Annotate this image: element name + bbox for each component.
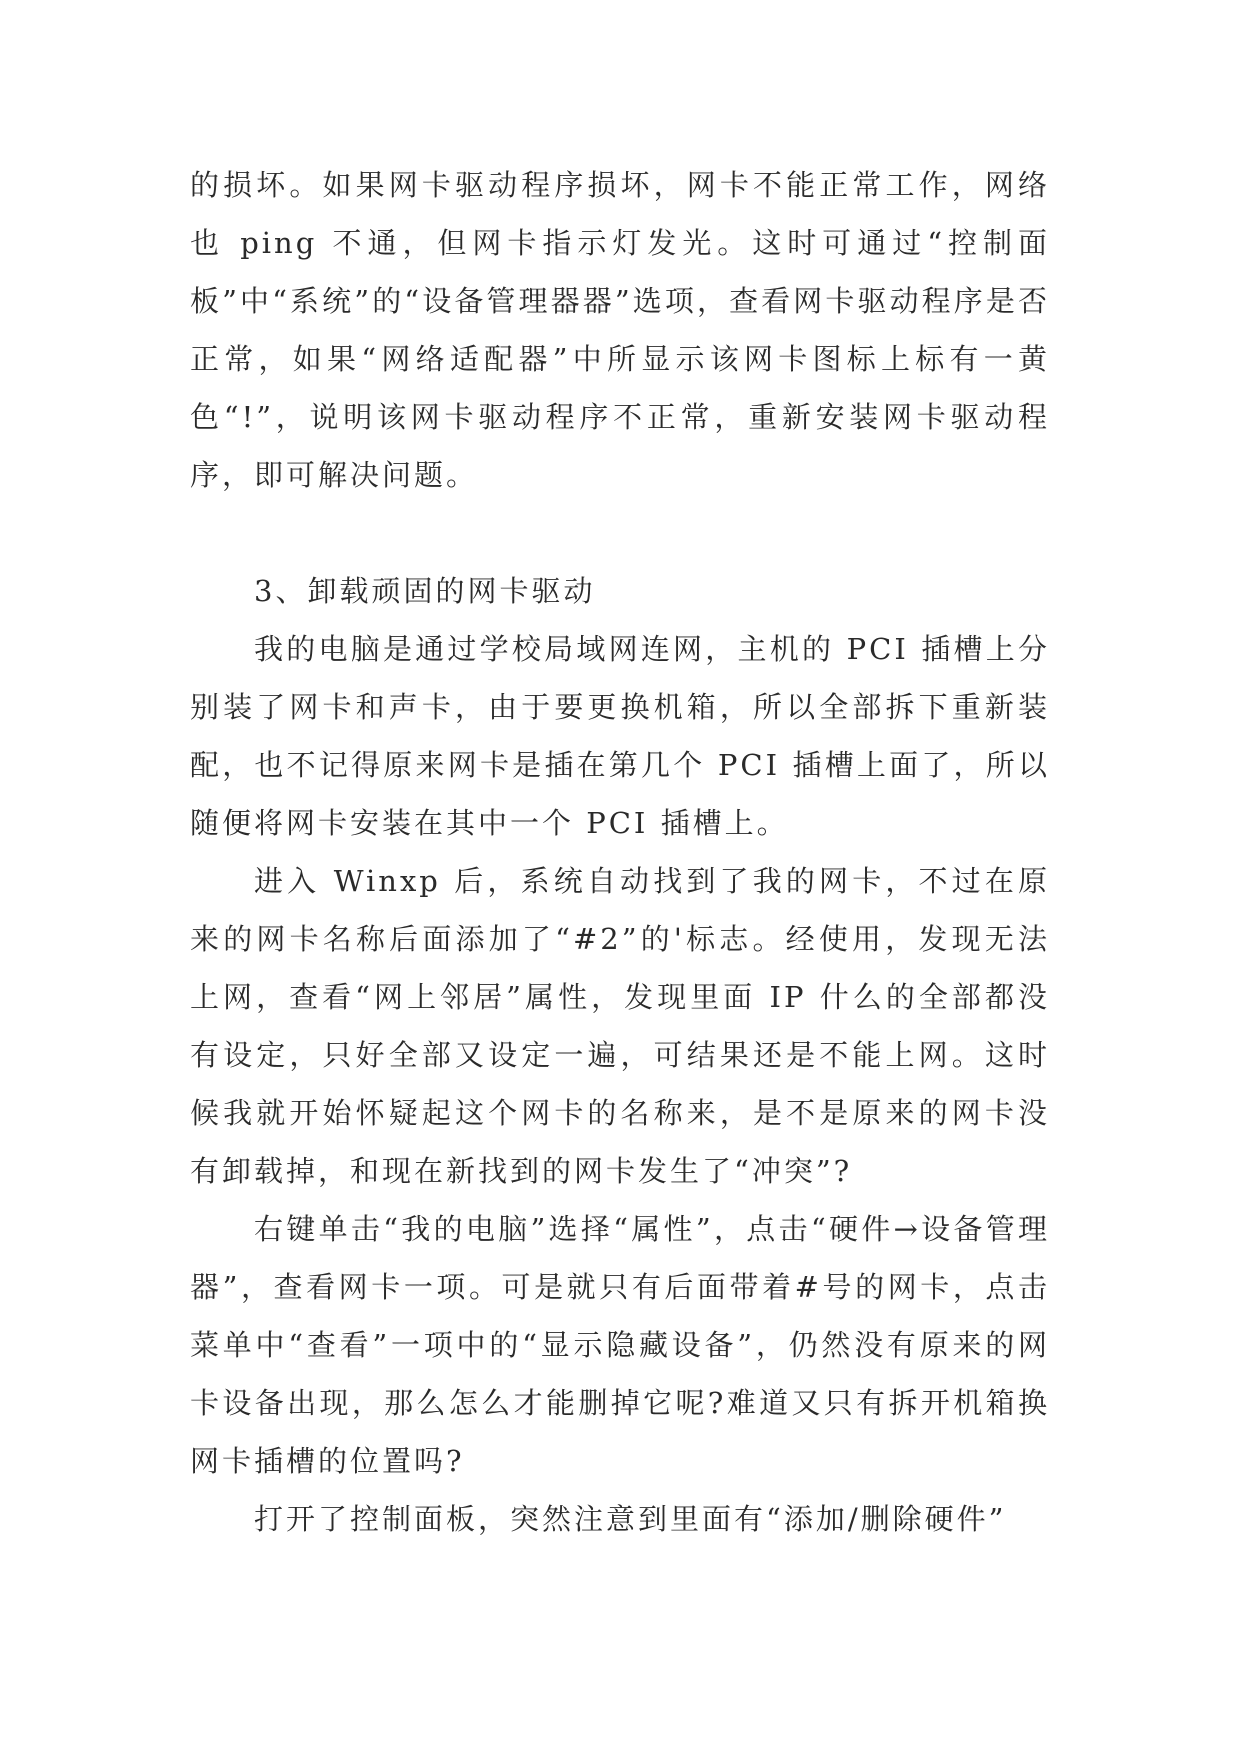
paragraph-device-manager: 右键单击“我的电脑”选择“属性”，点击“硬件→设备管理器”，查看网卡一项。可是就只有后面带着#号的网卡，点击菜单中“查看”一项中的“显示隐藏设备”，仍然没有原来的网卡设备出现，那么怎么才能删掉它呢?难道又只有拆开机箱换网卡插槽的位置吗? — [190, 1212, 1050, 1478]
document-body — [190, 156, 1050, 1548]
paragraph-driver-damage: 的损坏。如果网卡驱动程序损坏，网卡不能正常工作，网络也 ping 不通，但网卡指示灯发光。这时可通过“控制面板”中“系统”的“设备管理器器”选项，查看网卡驱动程序是否正常，如果“网络适配器”中所显示该网卡图标上标有一黄色“!”，说明该网卡驱动程序不正常，重新安装网卡驱动程序，即可解决问题。 — [190, 168, 1050, 492]
paragraph-control-panel: 打开了控制面板，突然注意到里面有“添加/删除硬件” — [254, 1502, 1007, 1536]
section-heading-uninstall-driver: 3、卸载顽固的网卡驱动 — [254, 574, 596, 608]
paragraph-pci-slot: 我的电脑是通过学校局域网连网，主机的 PCI 插槽上分别装了网卡和声卡，由于要更换机箱，所以全部拆下重新装配，也不记得原来网卡是插在第几个 PCI 插槽上面了，所以随便将网卡安装在其中一个 PCI 插槽上。 — [190, 632, 1050, 840]
paragraph-winxp-detection: 进入 Winxp 后，系统自动找到了我的网卡，不过在原来的网卡名称后面添加了“#2”的'标志。经使用，发现无法上网，查看“网上邻居”属性，发现里面 IP 什么的全部都没有设定，只好全部又设定一遍，可结果还是不能上网。这时候我就开始怀疑起这个网卡的名称来，是不是原来的网卡没有卸载掉，和现在新找到的网卡发生了“冲突”? — [190, 864, 1050, 1188]
